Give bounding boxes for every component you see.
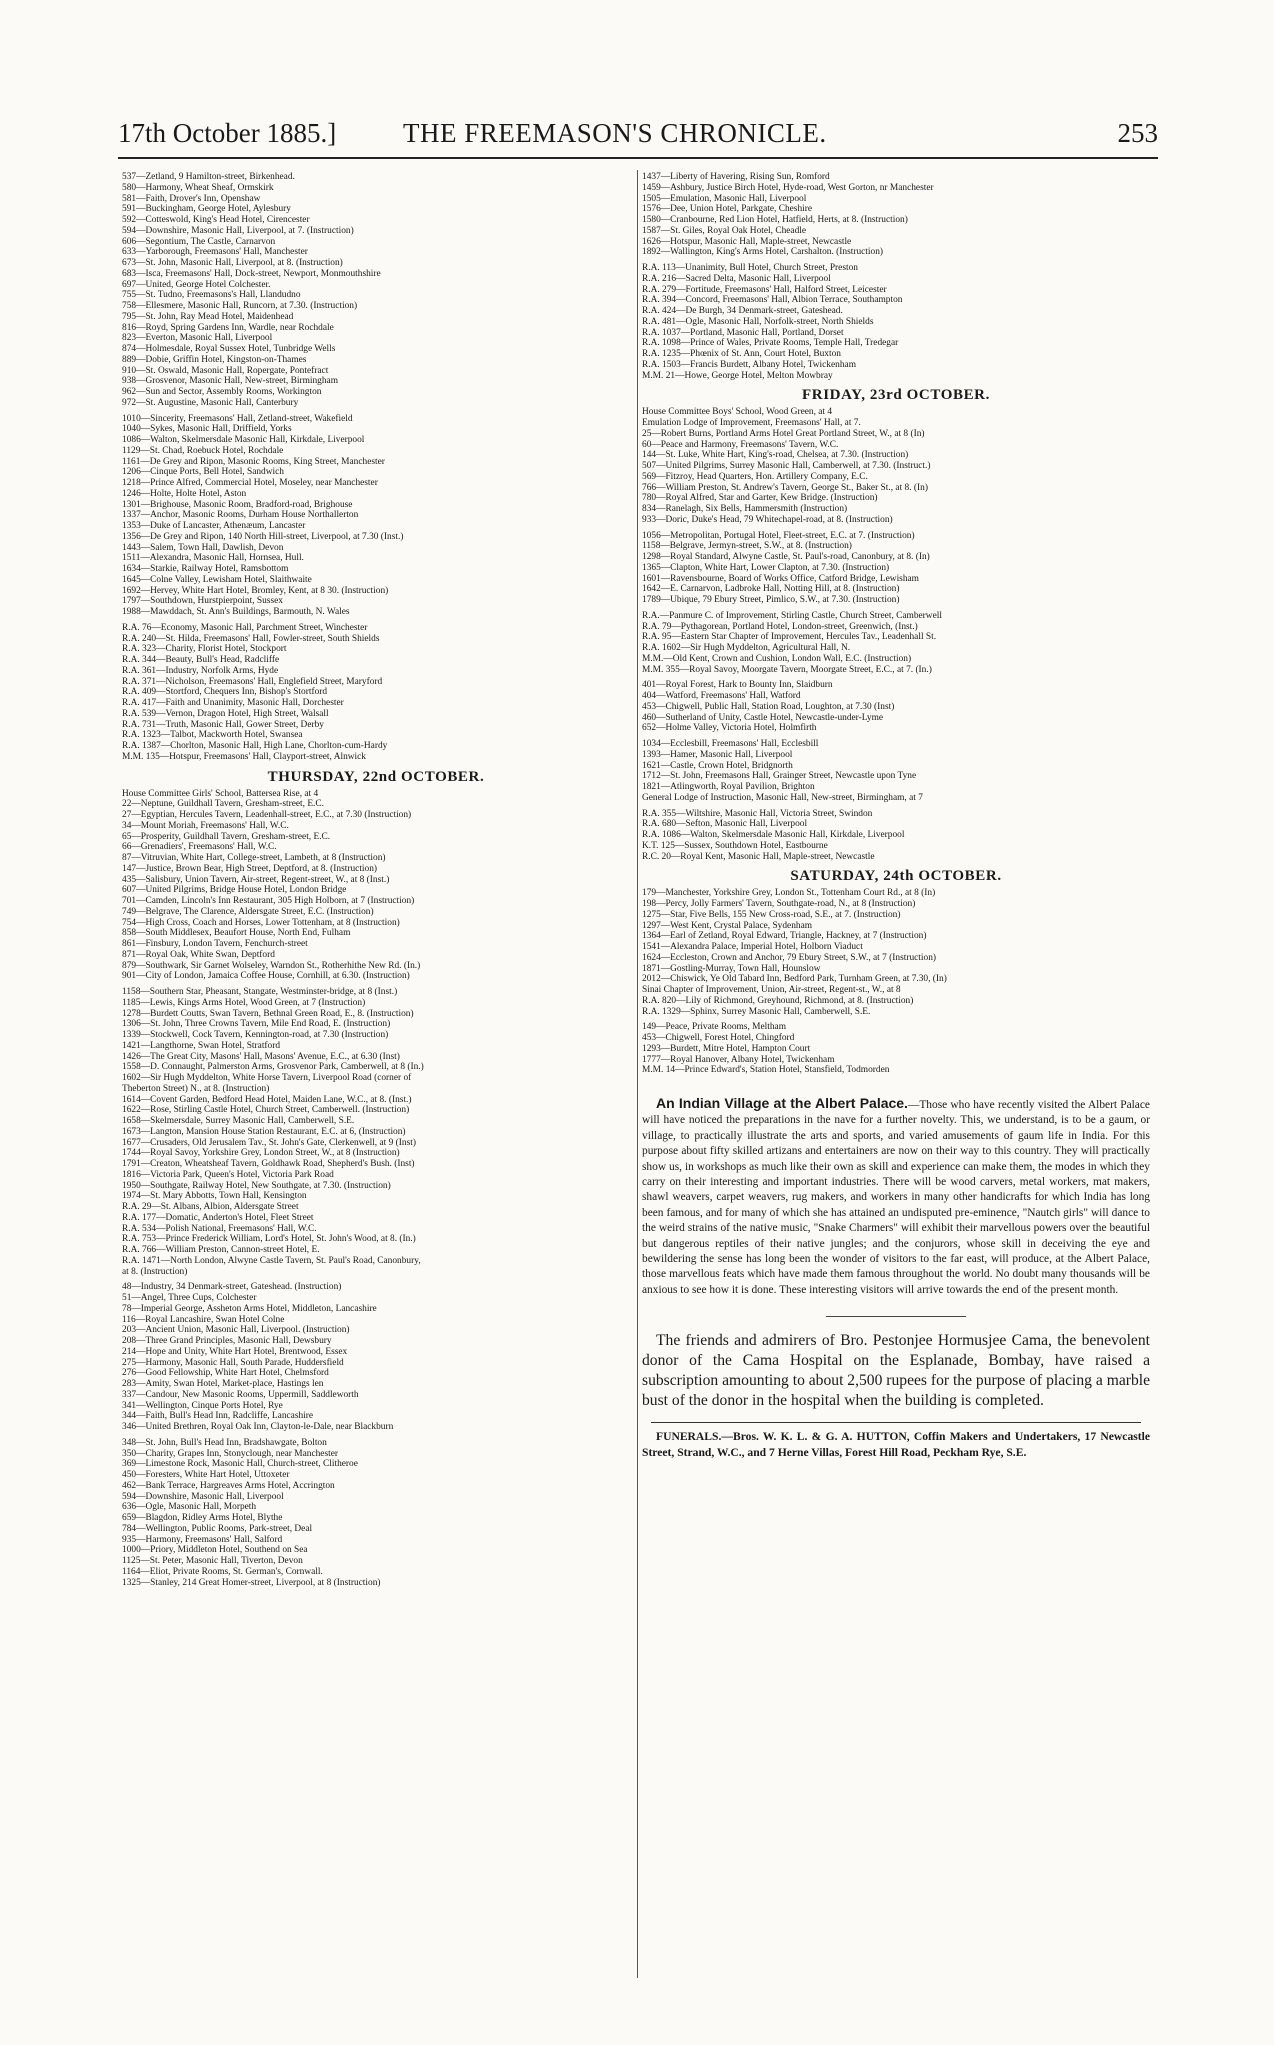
lodge-entry: House Committee Girls' School, Battersea Rise, at 4 bbox=[122, 788, 319, 799]
cama-subscription-notice: The friends and admirers of Bro. Pestonjee Hormusjee Cama, the benevolent donor of the Cama Hospital on the Esplanade, Bombay, have raised a subscription amounting to about 2,500 rupees for the purpose of placing a marble bust of the donor in the hospital when the building is completed. bbox=[642, 1332, 1150, 1409]
column-divider bbox=[637, 170, 638, 1978]
lodge-entry: R.A. 1037—Portland, Masonic Hall, Portland, Dorset bbox=[642, 327, 844, 338]
lodge-entry: 1010—Sincerity, Freemasons' Hall, Zetland-street, Wakefield bbox=[122, 413, 353, 424]
lodge-entry: 179—Manchester, Yorkshire Grey, London St., Tottenham Court Rd., at 8 (In) bbox=[642, 888, 936, 899]
lodge-entry: M.M. 355—Royal Savoy, Moorgate Tavern, Moorgate Street, E.C., at 7. (In.) bbox=[642, 664, 932, 675]
lodge-list-group bbox=[642, 531, 1150, 606]
lodge-entry: 214—Hope and Unity, White Hart Hotel, Brentwood, Essex bbox=[122, 1346, 348, 1357]
lodge-entry: 1744—Royal Savoy, Yorkshire Grey, London Street, W., at 8 (Instruction) bbox=[122, 1148, 400, 1159]
lodge-entry: 1421—Langthorne, Swan Hotel, Stratford bbox=[122, 1040, 281, 1051]
lodge-entry: 861—Finsbury, London Tavern, Fenchurch-street bbox=[122, 939, 308, 949]
lodge-entry: 659—Blagdon, Ridley Arms Hotel, Blythe bbox=[122, 1513, 283, 1523]
lodge-entry: 1950—Southgate, Railway Hotel, New Southgate, at 7.30. (Instruction) bbox=[122, 1180, 391, 1191]
lodge-entry: 581—Faith, Drover's Inn, Openshaw bbox=[122, 193, 261, 204]
lodge-entry: M.M. 21—Howe, George Hotel, Melton Mowbray bbox=[642, 370, 833, 381]
lodge-entry: 1056—Metropolitan, Portugal Hotel, Fleet-street, E.C. at 7. (Instruction) bbox=[642, 530, 915, 541]
lodge-entry: 1000—Priory, Middleton Hotel, Southend on Sea bbox=[122, 1545, 308, 1556]
indian-village-article bbox=[642, 1096, 1150, 1298]
lodge-entry: 346—United Brethren, Royal Oak Inn, Clayton-le-Dale, near Blackburn bbox=[122, 1422, 394, 1432]
lodge-entry: 1306—St. John, Three Crowns Tavern, Mile End Road, E. (Instruction) bbox=[122, 1019, 391, 1030]
lodge-entry: 48—Industry, 34 Denmark-street, Gateshead. (Instruction) bbox=[122, 1282, 342, 1293]
lodge-entry: 1789—Ubique, 79 Ebury Street, Pimlico, S.W., at 7.30. (Instruction) bbox=[642, 595, 900, 605]
lodge-entry: 147—Justice, Brown Bear, High Street, Deptford, at 8. (Instruction) bbox=[122, 863, 378, 874]
lodge-entry: 404—Watford, Freemasons' Hall, Watford bbox=[642, 691, 801, 701]
lodge-entry: 697—United, George Hotel Colchester. bbox=[122, 279, 271, 290]
lodge-entry: R.A. 323—Charity, Florist Hotel, Stockport bbox=[122, 644, 287, 655]
lodge-entry: 858—South Middlesex, Beaufort House, North End, Fulham bbox=[122, 928, 351, 939]
lodge-entry: R.C. 20—Royal Kent, Masonic Hall, Maple-street, Newcastle bbox=[642, 851, 875, 862]
issue-date: 17th October 1885.] bbox=[118, 118, 337, 148]
lodge-entry: 1161—De Grey and Ripon, Masonic Rooms, King Street, Manchester bbox=[122, 456, 385, 467]
lodge-entry: 1125—St. Peter, Masonic Hall, Tiverton, Devon bbox=[122, 1556, 303, 1566]
lodge-entry: 1365—Clapton, White Hart, Lower Clapton, at 7.30. (Instruction) bbox=[642, 562, 890, 573]
lodge-entry: R.A. 76—Economy, Masonic Hall, Parchment Street, Winchester bbox=[122, 622, 368, 633]
lodge-entry: R.A. 361—Industry, Norfolk Arms, Hyde bbox=[122, 665, 279, 676]
lodge-entry: 879—Southwark, Sir Garnet Wolseley, Warndon St., Rotherhithe New Rd. (In.) bbox=[122, 960, 421, 971]
lodge-entry: R.A. 177—Domatic, Anderton's Hotel, Fleet Street bbox=[122, 1212, 314, 1223]
lodge-entry: 1505—Emulation, Masonic Hall, Liverpool bbox=[642, 193, 807, 204]
lodge-entry: R.A. 355—Wiltshire, Masonic Hall, Victoria Street, Swindon bbox=[642, 808, 873, 819]
lodge-entry: 780—Royal Alfred, Star and Garter, Kew Bridge. (Instruction) bbox=[642, 493, 878, 504]
lodge-entry: 1712—St. John, Freemasons Hall, Grainger Street, Newcastle upon Tyne bbox=[642, 771, 917, 782]
lodge-entry: R.A. 753—Prince Frederick William, Lord's Hotel, St. John's Wood, at 8. (In.) bbox=[122, 1234, 416, 1245]
lodge-entry: 1692—Hervey, White Hart Hotel, Bromley, Kent, at 8 30. (Instruction) bbox=[122, 585, 389, 596]
funerals-advert: FUNERALS.—Bros. W. K. L. & G. A. HUTTON, Coffin Makers and Undertakers, 17 Newcastle Street, Strand, W.C., and 7 Herne Villas, Forest Hill Road, Peckham Rye, S.E. bbox=[642, 1430, 1150, 1459]
lodge-list-group bbox=[642, 680, 1150, 734]
article-body: —Those who have recently visited the Albert Palace will have noticed the preparations in the nave for a further novelty. This, we understand, is to be a gaum, or village, to practically illustrate the arts and sports, and varied amusements of gaum life in India. For this purpose about fifty skilled artizans and entertainers are now on their way to this country. They will practically show us, in workshops as much like their own as skill and experience can make them, the modes in which they carry on their interesting and important industries. There will be wood carvers, metal workers, mat makers, shawl weavers, carpet weavers, rug makers, and workers in many other handicrafts for which India has long been famous, and for many of which she has attained an undisputed pre-eminence, "Nautch girls" will dance to the weird strains of the native music, "Snake Charmers" will exhibit their marvellous powers over the beautiful but dangerous reptiles of their native jungles; and the conjurors, whose skill in deceiving the eye and bewildering the sense has long been the wonder of visitors to the far east, will produce, at the Albert Palace, those marvellous feats which have made them famous throughout the world. No doubt many thousands will be anxious to see how it is done. These interesting visitors will arrive towards the end of the present month. bbox=[642, 1099, 1150, 1296]
lodge-entry: 1034—Ecclesbill, Freemasons' Hall, Ecclesbill bbox=[642, 739, 819, 749]
lodge-entry: 453—Chigwell, Public Hall, Station Road, Loughton, at 7.30 (Inst) bbox=[642, 701, 895, 712]
lodge-entry: 1601—Ravensbourne, Board of Works Office, Catford Bridge, Lewisham bbox=[642, 573, 919, 584]
lodge-entry: 889—Dobie, Griffin Hotel, Kingston-on-Thames bbox=[122, 354, 307, 365]
left-column bbox=[122, 172, 630, 1588]
lodge-list-group bbox=[122, 623, 630, 763]
lodge-entry: 1218—Prince Alfred, Commercial Hotel, Moseley, near Manchester bbox=[122, 478, 378, 488]
lodge-entry: R.A. 424—De Burgh, 34 Denmark-street, Gateshead. bbox=[642, 306, 843, 316]
lodge-entry: Emulation Lodge of Improvement, Freemasons' Hall, at 7. bbox=[642, 418, 861, 428]
article-headline: An Indian Village at the Albert Palace. bbox=[656, 1095, 908, 1111]
lodge-entry: 1821—Atlingworth, Royal Pavilion, Brighton bbox=[642, 782, 815, 792]
lodge-entry: 460—Sutherland of Unity, Castle Hotel, Newcastle-under-Lyme bbox=[642, 712, 884, 723]
page-number: 253 bbox=[1117, 118, 1158, 148]
lodge-entry: R.A. 216—Sacred Delta, Masonic Hall, Liverpool bbox=[642, 273, 831, 284]
lodge-entry: 1040—Sykes, Masonic Hall, Driffield, Yorks bbox=[122, 424, 292, 435]
lodge-entry: 607—United Pilgrims, Bridge House Hotel, London Bridge bbox=[122, 885, 347, 896]
lodge-entry: 591—Buckingham, George Hotel, Aylesbury bbox=[122, 204, 291, 215]
lodge-entry: House Committee Boys' School, Wood Green, at 4 bbox=[642, 407, 833, 418]
lodge-entry: 1185—Lewis, Kings Arms Hotel, Wood Green, at 7 (Instruction) bbox=[122, 997, 366, 1008]
lodge-entry: 1624—Eccleston, Crown and Anchor, 79 Ebury Street, S.W., at 7 (Instruction) bbox=[642, 952, 937, 963]
lodge-entry: 1297—West Kent, Crystal Palace, Sydenham bbox=[642, 920, 813, 931]
lodge-entry: 208—Three Grand Principles, Masonic Hall, Dewsbury bbox=[122, 1336, 332, 1346]
lodge-entry: R.A. 1323—Talbot, Mackworth Hotel, Swansea bbox=[122, 730, 303, 741]
lodge-entry: 27—Egyptian, Hercules Tavern, Leadenhall-street, E.C., at 7.30 (Instruction) bbox=[122, 810, 412, 820]
lodge-list-group bbox=[642, 407, 1150, 525]
lodge-entry: 1437—Liberty of Havering, Rising Sun, Romford bbox=[642, 172, 830, 182]
lodge-entry: 1086—Walton, Skelmersdale Masonic Hall, Kirkdale, Liverpool bbox=[122, 435, 365, 445]
lodge-entry: 972—St. Augustine, Masonic Hall, Canterbury bbox=[122, 397, 299, 408]
lodge-entry: 652—Holme Valley, Victoria Hotel, Holmfirth bbox=[642, 723, 817, 734]
lodge-entry: 1974—St. Mary Abbotts, Town Hall, Kensington bbox=[122, 1191, 307, 1202]
lodge-entry: R.A. 79—Pythagorean, Portland Hotel, London-street, Greenwich, (Inst.) bbox=[642, 621, 918, 632]
lodge-entry: 901—City of London, Jamaica Coffee House, Cornhill, at 6.30. (Instruction) bbox=[122, 971, 410, 982]
lodge-entry: 116—Royal Lancashire, Swan Hotel Colne bbox=[122, 1314, 285, 1325]
lodge-entry: Sinai Chapter of Improvement, Union, Air-street, Regent-st., W., at 8 bbox=[642, 985, 901, 995]
lodge-entry: 754—High Cross, Coach and Horses, Lower Tottenham, at 8 (Instruction) bbox=[122, 917, 400, 928]
lodge-entry: 1658—Skelmersdale, Surrey Masonic Hall, Camberwell, S.E. bbox=[122, 1116, 355, 1126]
lodge-entry: 1988—Mawddach, St. Ann's Buildings, Barmouth, N. Wales bbox=[122, 607, 350, 617]
lodge-entry: M.M. 135—Hotspur, Freemasons' Hall, Clayport-street, Alnwick bbox=[122, 751, 366, 762]
header-rule bbox=[118, 157, 1158, 159]
lodge-list-group bbox=[122, 987, 630, 1277]
publication-title: THE FREEMASON'S CHRONICLE. bbox=[403, 118, 827, 148]
lodge-entry: R.A. 1086—Walton, Skelmersdale Masonic Hall, Kirkdale, Liverpool bbox=[642, 830, 905, 840]
lodge-entry: 1129—St. Chad, Roebuck Hotel, Rochdale bbox=[122, 445, 284, 456]
lodge-entry: 938—Grosvenor, Masonic Hall, New-street, Birmingham bbox=[122, 376, 338, 387]
lodge-entry: 673—St. John, Masonic Hall, Liverpool, at 8. (Instruction) bbox=[122, 258, 343, 268]
lodge-entry: R.A. 279—Fortitude, Freemasons' Hall, Halford Street, Leicester bbox=[642, 284, 887, 295]
thursday-heading: THURSDAY, 22nd OCTOBER. bbox=[267, 768, 485, 785]
lodge-entry: 435—Salisbury, Union Tavern, Air-street, Regent-street, W., at 8 (Inst.) bbox=[122, 874, 390, 885]
lodge-entry: 369—Limestone Rock, Masonic Hall, Church-street, Clitheroe bbox=[122, 1459, 358, 1470]
lodge-entry: 1541—Alexandra Palace, Imperial Hotel, Holborn Viaduct bbox=[642, 942, 863, 952]
lodge-entry: R.A. 1387—Chorlton, Masonic Hall, High Lane, Chorlton-cum-Hardy bbox=[122, 741, 388, 751]
lodge-entry: 795—St. John, Ray Mead Hotel, Maidenhead bbox=[122, 311, 294, 322]
lodge-entry: R.A. 1602—Sir Hugh Myddelton, Agricultural Hall, N. bbox=[642, 643, 851, 653]
lodge-entry: 22—Neptune, Guildhall Tavern, Gresham-street, E.C. bbox=[122, 799, 324, 810]
lodge-entry: 701—Camden, Lincoln's Inn Restaurant, 305 High Holborn, at 7 (Instruction) bbox=[122, 896, 415, 906]
lodge-entry: 1634—Starkie, Railway Hotel, Ramsbottom bbox=[122, 564, 289, 574]
lodge-entry: 65—Prosperity, Guildhall Tavern, Gresham-street, E.C. bbox=[122, 831, 331, 842]
lodge-entry: 1791—Creaton, Wheatsheaf Tavern, Goldhawk Road, Shepherd's Bush. (Inst) bbox=[122, 1159, 415, 1169]
lodge-entry: 1797—Southdown, Hurstpierpoint, Sussex bbox=[122, 596, 283, 607]
section-rule bbox=[826, 1316, 966, 1317]
lodge-entry: 507—United Pilgrims, Surrey Masonic Hall, Camberwell, at 7.30. (Instruct.) bbox=[642, 461, 931, 471]
lodge-entry: M.M.—Old Kent, Crown and Cushion, London Wall, E.C. (Instruction) bbox=[642, 653, 912, 664]
lodge-entry: R.A. 29—St. Albans, Albion, Aldersgate Street bbox=[122, 1202, 299, 1212]
lodge-entry: 34—Mount Moriah, Freemasons' Hall, W.C. bbox=[122, 820, 289, 831]
lodge-entry: 1298—Royal Standard, Alwyne Castle, St. Paul's-road, Canonbury, at 8. (In) bbox=[642, 552, 930, 562]
lodge-list-group bbox=[642, 739, 1150, 804]
lodge-entry: R.A. 680—Sefton, Masonic Hall, Liverpool bbox=[642, 819, 808, 830]
lodge-entry: Theberton Street) N., at 8. (Instruction) bbox=[122, 1083, 270, 1094]
lodge-entry: 87—Vitruvian, White Hart, College-street, Lambeth, at 8 (Instruction) bbox=[122, 853, 386, 863]
lodge-entry: R.A. 1471—North London, Alwyne Castle Tavern, St. Paul's Road, Canonbury, bbox=[122, 1255, 421, 1266]
lodge-entry: 1816—Victoria Park, Queen's Hotel, Victoria Park Road bbox=[122, 1169, 334, 1180]
lodge-entry: 1364—Earl of Zetland, Royal Edward, Triangle, Hackney, at 7 (Instruction) bbox=[642, 931, 927, 942]
lodge-entry: 1642—E. Carnarvon, Ladbroke Hall, Notting Hill, at 8. (Instruction) bbox=[642, 584, 900, 595]
friday-heading: FRIDAY, 23rd OCTOBER. bbox=[802, 387, 990, 404]
lodge-entry: 606—Segontium, The Castle, Carnarvon bbox=[122, 236, 276, 247]
lodge-entry: 1622—Rose, Stirling Castle Hotel, Church Street, Camberwell. (Instruction) bbox=[122, 1105, 410, 1116]
lodge-entry: R.A. 731—Truth, Masonic Hall, Gower Street, Derby bbox=[122, 719, 324, 730]
lodge-entry: 1353—Duke of Lancaster, Athenæum, Lancaster bbox=[122, 521, 306, 531]
lodge-entry: 198—Percy, Jolly Farmers' Tavern, Southgate-road, N., at 8 (Instruction) bbox=[642, 899, 916, 909]
saturday-heading: SATURDAY, 24th OCTOBER. bbox=[790, 868, 1002, 885]
lodge-entry: 350—Charity, Grapes Inn, Stonyclough, near Manchester bbox=[122, 1448, 339, 1459]
lodge-entry: R.A. 113—Unanimity, Bull Hotel, Church Street, Preston bbox=[642, 263, 858, 273]
lodge-entry: 66—Grenadiers', Freemasons' Hall, W.C. bbox=[122, 842, 277, 853]
lodge-entry: at 8. (Instruction) bbox=[122, 1266, 188, 1277]
lodge-entry: 749—Belgrave, The Clarence, Aldersgate Street, E.C. (Instruction) bbox=[122, 906, 374, 917]
lodge-entry: 636—Ogle, Masonic Hall, Morpeth bbox=[122, 1502, 257, 1513]
lodge-entry: 1158—Belgrave, Jermyn-street, S.W., at 8. (Instruction) bbox=[642, 541, 852, 552]
lodge-entry: 78—Imperial George, Assheton Arms Hotel, Middleton, Lancashire bbox=[122, 1303, 377, 1314]
lodge-entry: 25—Robert Burns, Portland Arms Hotel Great Portland Street, W., at 8 (In) bbox=[642, 428, 925, 439]
lodge-entry: 341—Wellington, Cinque Ports Hotel, Rye bbox=[122, 1400, 283, 1411]
lodge-entry: 1511—Alexandra, Masonic Hall, Hornsea, Hull. bbox=[122, 553, 304, 564]
lodge-entry: 450—Foresters, White Hart Hotel, Uttoxeter bbox=[122, 1470, 290, 1480]
lodge-entry: 51—Angel, Three Cups, Colchester bbox=[122, 1293, 257, 1303]
lodge-entry: R.A. 417—Faith and Unanimity, Masonic Hall, Dorchester bbox=[122, 698, 344, 708]
lodge-entry: R.A. 409—Stortford, Chequers Inn, Bishop's Stortford bbox=[122, 687, 328, 698]
lodge-entry: 203—Ancient Union, Masonic Hall, Liverpool. (Instruction) bbox=[122, 1325, 350, 1336]
lodge-entry: 1393—Hamer, Masonic Hall, Liverpool bbox=[642, 749, 793, 760]
lodge-entry: 962—Sun and Sector, Assembly Rooms, Workington bbox=[122, 387, 322, 397]
lodge-entry: 1278—Burdett Coutts, Swan Tavern, Bethnal Green Road, E., 8. (Instruction) bbox=[122, 1008, 414, 1019]
lodge-entry: R.A. 394—Concord, Freemasons' Hall, Albion Terrace, Southampton bbox=[642, 295, 903, 306]
lodge-list-group bbox=[642, 809, 1150, 863]
lodge-list-group bbox=[122, 789, 630, 983]
lodge-entry: 1206—Cinque Ports, Bell Hotel, Sandwich bbox=[122, 467, 284, 478]
lodge-entry: 1339—Stockwell, Cock Tavern, Kennington-road, at 7.30 (Instruction) bbox=[122, 1030, 389, 1040]
lodge-entry: 594—Downshire, Masonic Hall, Liverpool, at 7. (Instruction) bbox=[122, 225, 354, 236]
lodge-list-group bbox=[122, 1282, 630, 1433]
lodge-entry: 1576—Dee, Union Hotel, Parkgate, Cheshire bbox=[642, 204, 813, 215]
lodge-list-group bbox=[642, 888, 1150, 1017]
lodge-entry: 1443—Salem, Town Hall, Dawlish, Devon bbox=[122, 542, 284, 553]
lodge-entry: 1626—Hotspur, Masonic Hall, Maple-street, Newcastle bbox=[642, 236, 852, 247]
lodge-entry: 144—St. Luke, White Hart, King's-road, Chelsea, at 7.30. (Instruction) bbox=[642, 450, 909, 461]
lodge-entry: 1677—Crusaders, Old Jerusalem Tav., St. John's Gate, Clerkenwell, at 9 (Inst) bbox=[122, 1137, 416, 1148]
lodge-entry: R.A. 1098—Prince of Wales, Private Rooms, Temple Hall, Tredegar bbox=[642, 338, 899, 349]
lodge-entry: R.A. 1329—Sphinx, Surrey Masonic Hall, Camberwell, S.E. bbox=[642, 1006, 871, 1017]
lodge-entry: 1621—Castle, Crown Hotel, Bridgnorth bbox=[642, 760, 793, 771]
lodge-entry: 401—Royal Forest, Hark to Bounty Inn, Slaidburn bbox=[642, 680, 833, 691]
lodge-entry: 275—Harmony, Masonic Hall, South Parade, Huddersfield bbox=[122, 1357, 344, 1368]
lodge-list-group bbox=[642, 263, 1150, 381]
lodge-entry: 755—St. Tudno, Freemasons's Hall, Llandudno bbox=[122, 290, 301, 301]
lodge-entry: 1356—De Grey and Ripon, 140 North Hill-street, Liverpool, at 7.30 (Inst.) bbox=[122, 531, 404, 542]
lodge-entry: 2012—Chiswick, Ye Old Tabard Inn, Bedford Park, Turnham Green, at 7.30, (In) bbox=[642, 974, 947, 985]
lodge-entry: 594—Downshire, Masonic Hall, Liverpool bbox=[122, 1491, 284, 1502]
lodge-list-group bbox=[642, 172, 1150, 258]
lodge-entry: 1293—Burdett, Mitre Hotel, Hampton Court bbox=[642, 1043, 811, 1054]
lodge-entry: 462—Bank Terrace, Hargreaves Arms Hotel, Accrington bbox=[122, 1480, 335, 1491]
lodge-entry: 683—Isca, Freemasons' Hall, Dock-street, Newport, Monmouthshire bbox=[122, 268, 381, 279]
lodge-entry: M.M. 14—Prince Edward's, Station Hotel, Stansfield, Todmorden bbox=[642, 1065, 890, 1076]
lodge-entry: 1673—Langton, Mansion House Station Restaurant, E.C. at 6, (Instruction) bbox=[122, 1126, 406, 1137]
lodge-list-group bbox=[642, 1022, 1150, 1076]
lodge-entry: R.A. 1235—Phœnix of St. Ann, Court Hotel, Buxton bbox=[642, 349, 841, 359]
lodge-entry: 283—Amity, Swan Hotel, Market-place, Hastings len bbox=[122, 1379, 324, 1389]
lodge-entry: 453—Chigwell, Forest Hotel, Chingford bbox=[642, 1033, 795, 1043]
lodge-entry: 149—Peace, Private Rooms, Meltham bbox=[642, 1022, 786, 1033]
lodge-entry: 537—Zetland, 9 Hamilton-street, Birkenhead. bbox=[122, 172, 295, 182]
lodge-entry: R.A. 534—Polish National, Freemasons' Hall, W.C. bbox=[122, 1223, 317, 1234]
lodge-entry: 337—Candour, New Masonic Rooms, Uppermill, Saddleworth bbox=[122, 1389, 359, 1400]
lodge-entry: 784—Wellington, Public Rooms, Park-street, Deal bbox=[122, 1523, 313, 1534]
lodge-list-group bbox=[122, 172, 630, 409]
lodge-entry: R.A. 481—Ogle, Masonic Hall, Norfolk-street, North Shields bbox=[642, 316, 874, 327]
lodge-entry: 633—Yarborough, Freemasons' Hall, Manchester bbox=[122, 247, 308, 258]
lodge-entry: 1558—D. Connaught, Palmerston Arms, Grosvenor Park, Camberwell, at 8 (In.) bbox=[122, 1062, 424, 1073]
lodge-entry: General Lodge of Instruction, Masonic Hall, New-street, Birmingham, at 7 bbox=[642, 792, 923, 803]
lodge-entry: 1246—Holte, Holte Hotel, Aston bbox=[122, 488, 247, 499]
lodge-entry: 910—St. Oswald, Masonic Hall, Ropergate, Pontefract bbox=[122, 365, 329, 376]
lodge-entry: 1871—Gostling-Murray, Town Hall, Hounslow bbox=[642, 963, 821, 974]
lodge-entry: 933—Doric, Duke's Head, 79 Whitechapel-road, at 8. (Instruction) bbox=[642, 514, 893, 525]
lodge-entry: 823—Everton, Masonic Hall, Liverpool bbox=[122, 333, 273, 344]
lodge-entry: 1645—Colne Valley, Lewisham Hotel, Slaithwaite bbox=[122, 574, 312, 585]
lodge-list-group bbox=[122, 1438, 630, 1589]
lodge-entry: R.A. 1503—Francis Burdett, Albany Hotel, Twickenham bbox=[642, 359, 856, 370]
lodge-entry: 1158—Southern Star, Pheasant, Stangate, Westminster-bridge, at 8 (Inst.) bbox=[122, 987, 398, 997]
lodge-entry: 1587—St. Giles, Royal Oak Hotel, Cheadle bbox=[642, 225, 807, 236]
lodge-entry: 569—Fitzroy, Head Quarters, Hon. Artillery Company, E.C. bbox=[642, 471, 868, 482]
lodge-list-group bbox=[642, 611, 1150, 676]
lodge-entry: 1892—Wallington, King's Arms Hotel, Carshalton. (Instruction) bbox=[642, 247, 884, 258]
lodge-entry: R.A. 820—Lily of Richmond, Greyhound, Richmond, at 8. (Instruction) bbox=[642, 995, 914, 1006]
lodge-entry: 592—Cotteswold, King's Head Hotel, Cirencester bbox=[122, 215, 310, 225]
page-header bbox=[118, 118, 1158, 158]
lodge-entry: 1580—Cranbourne, Red Lion Hotel, Hatfield, Herts, at 8. (Instruction) bbox=[642, 215, 908, 225]
lodge-entry: 871—Royal Oak, White Swan, Deptford bbox=[122, 949, 275, 960]
lodge-entry: R.A. 766—William Preston, Cannon-street Hotel, E. bbox=[122, 1245, 320, 1255]
lodge-entry: 1275—Star, Five Bells, 155 New Cross-road, S.E., at 7. (Instruction) bbox=[642, 909, 901, 920]
lodge-entry: 816—Royd, Spring Gardens Inn, Wardle, near Rochdale bbox=[122, 322, 334, 333]
lodge-entry: 1459—Ashbury, Justice Birch Hotel, Hyde-road, West Gorton, nr Manchester bbox=[642, 182, 934, 193]
lodge-entry: 935—Harmony, Freemasons' Hall, Salford bbox=[122, 1534, 283, 1545]
lodge-entry: R.A. 240—St. Hilda, Freemasons' Hall, Fowler-street, South Shields bbox=[122, 633, 380, 644]
lodge-entry: 834—Ranelagh, Six Bells, Hammersmith (Instruction) bbox=[642, 504, 848, 514]
lodge-entry: R.A. 371—Nicholson, Freemasons' Hall, Englefield Street, Maryford bbox=[122, 676, 383, 687]
lodge-entry: 1337—Anchor, Masonic Rooms, Durham House Northallerton bbox=[122, 510, 359, 521]
lodge-entry: 60—Peace and Harmony, Freemasons' Tavern, W.C. bbox=[642, 439, 839, 450]
lodge-entry: 1777—Royal Hanover, Albany Hotel, Twickenham bbox=[642, 1054, 835, 1065]
lodge-entry: R.A.—Panmure C. of Improvement, Stirling Castle, Church Street, Camberwell bbox=[642, 610, 942, 621]
right-column bbox=[642, 172, 1150, 1460]
lodge-entry: 580—Harmony, Wheat Sheaf, Ormskirk bbox=[122, 182, 274, 193]
lodge-entry: 1325—Stanley, 214 Great Homer-street, Liverpool, at 8 (Instruction) bbox=[122, 1577, 381, 1588]
lodge-entry: 1614—Covent Garden, Bedford Head Hotel, Maiden Lane, W.C., at 8. (Inst.) bbox=[122, 1094, 412, 1105]
lodge-entry: 276—Good Fellowship, White Hart Hotel, Chelmsford bbox=[122, 1368, 329, 1379]
lodge-entry: 1426—The Great City, Masons' Hall, Masons' Avenue, E.C., at 6.30 (Inst) bbox=[122, 1051, 400, 1062]
lodge-entry: 874—Holmesdale, Royal Sussex Hotel, Tunbridge Wells bbox=[122, 344, 336, 354]
lodge-entry: 766—William Preston, St. Andrew's Tavern, George St., Baker St., at 8. (In) bbox=[642, 482, 928, 493]
lodge-entry: K.T. 125—Sussex, Southdown Hotel, Eastbourne bbox=[642, 840, 828, 851]
lodge-entry: R.A. 95—Eastern Star Chapter of Improvement, Hercules Tav., Leadenhall St. bbox=[642, 632, 937, 643]
lodge-entry: R.A. 344—Beauty, Bull's Head, Radcliffe bbox=[122, 655, 280, 665]
lodge-entry: 758—Ellesmere, Masonic Hall, Runcorn, at 7.30. (Instruction) bbox=[122, 301, 358, 311]
lodge-list-group bbox=[122, 414, 630, 618]
lodge-entry: 344—Faith, Bull's Head Inn, Radcliffe, Lancashire bbox=[122, 1411, 314, 1422]
lodge-entry: 1602—Sir Hugh Myddelton, White Horse Tavern, Liverpool Road (corner of bbox=[122, 1073, 412, 1083]
lodge-entry: 1164—Eliot, Private Rooms, St. German's, Cornwall. bbox=[122, 1566, 323, 1577]
lodge-entry: R.A. 539—Vernon, Dragon Hotel, High Street, Walsall bbox=[122, 708, 329, 719]
lodge-entry: 1301—Brighouse, Masonic Room, Bradford-road, Brighouse bbox=[122, 499, 353, 510]
section-rule bbox=[651, 1422, 1141, 1423]
lodge-entry: 348—St. John, Bull's Head Inn, Bradshawgate, Bolton bbox=[122, 1437, 327, 1448]
